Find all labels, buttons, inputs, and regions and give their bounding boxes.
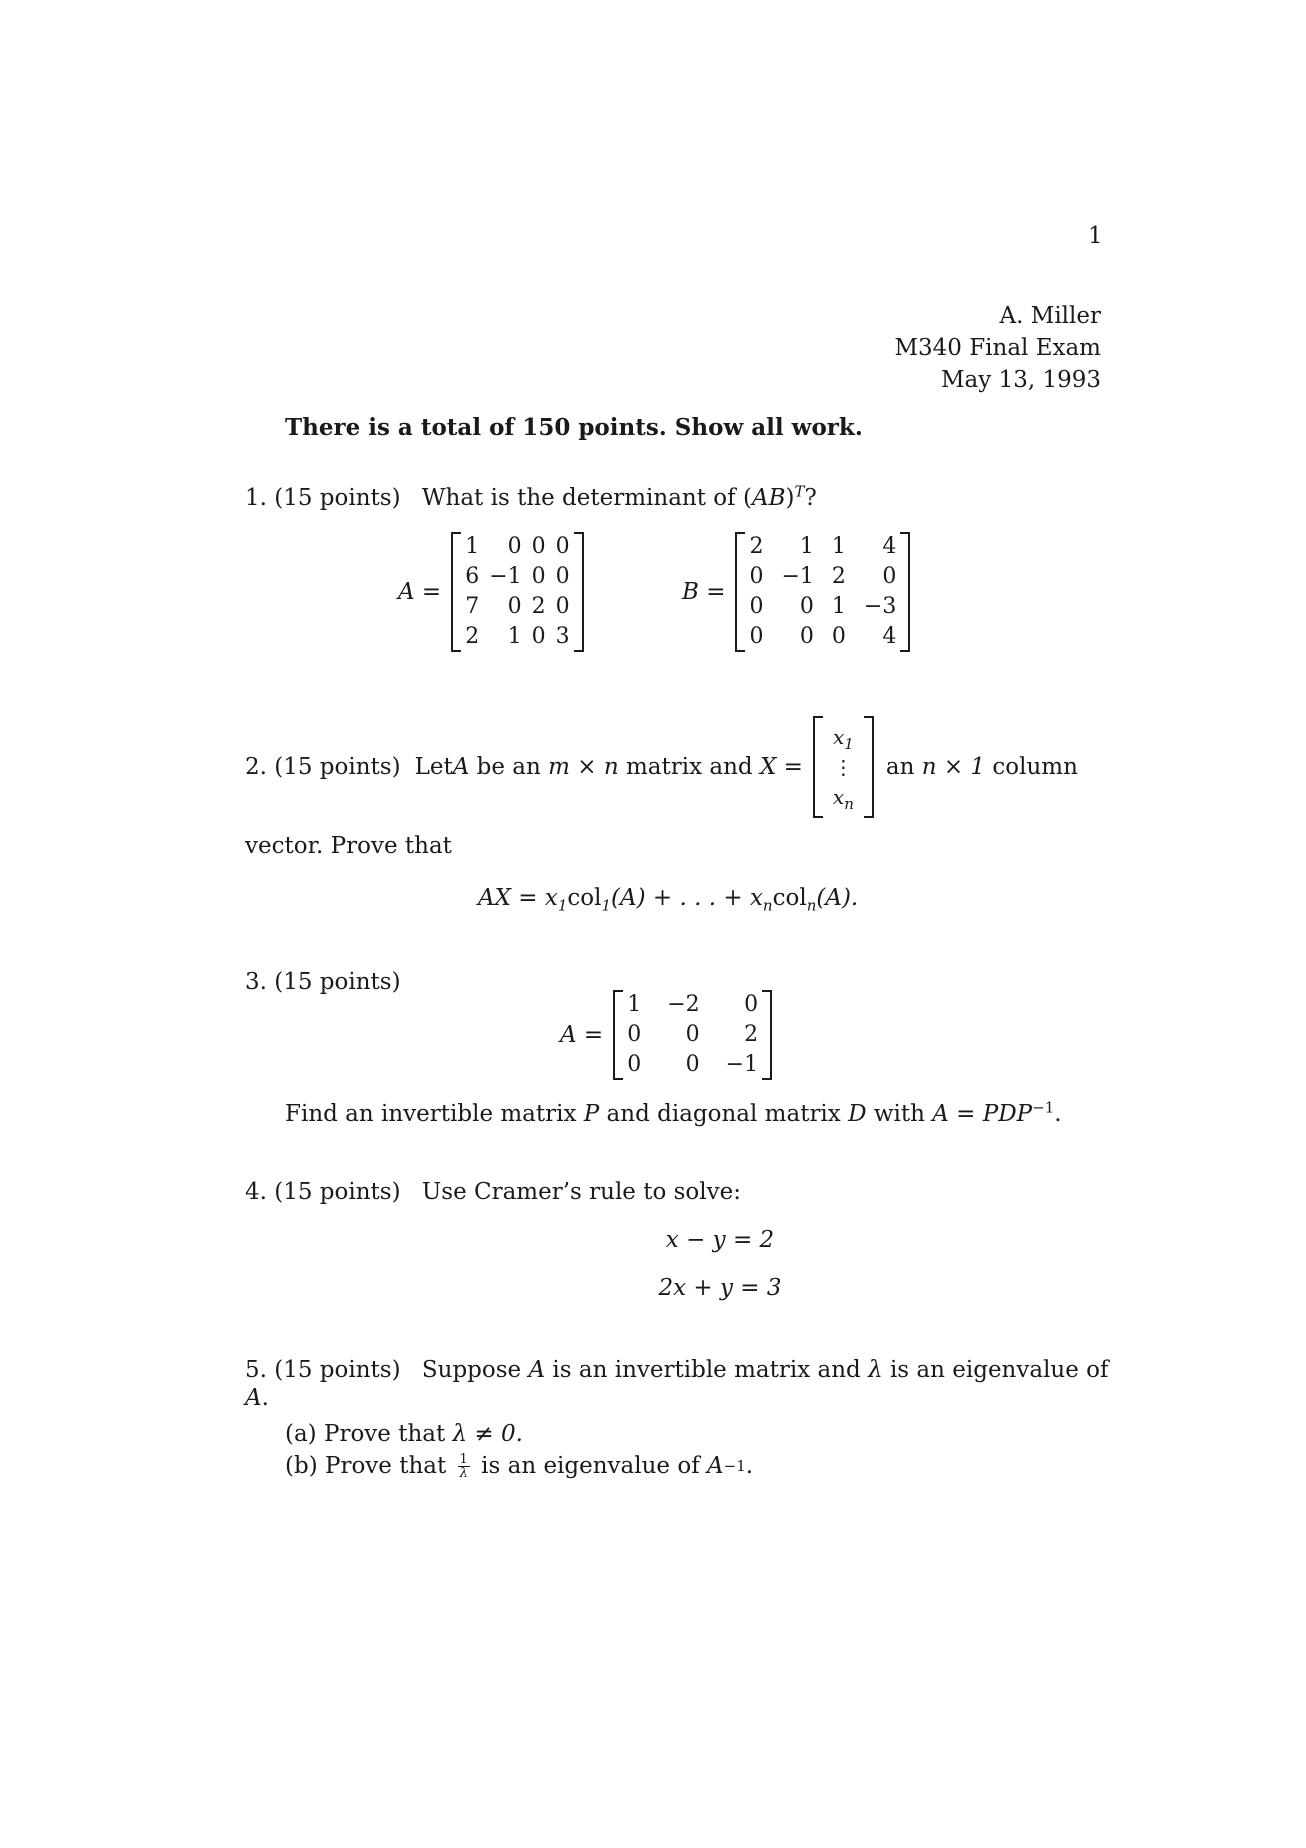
matrix-a-cell-0-0: 1 [465, 534, 480, 559]
matrix-b-cell-3-0: 0 [749, 624, 764, 649]
var-a-inverse: A [707, 1453, 724, 1479]
transpose-sup: T [794, 482, 805, 501]
diagonalization-formula: A = PDP [932, 1101, 1033, 1127]
equation-system [560, 1226, 880, 1302]
question-3-lead: 3. (15 points) [245, 969, 401, 995]
matrix-q3 [613, 990, 772, 1080]
matrix-b [735, 532, 910, 652]
matrix-b-cell-3-2: 0 [831, 624, 846, 649]
linear-combination-formula [478, 884, 859, 915]
matrix-b-cell-2-2: 1 [831, 594, 846, 619]
fraction-numerator: 1 [459, 1451, 468, 1467]
var-a: A [452, 754, 470, 780]
matrix-q3-cell-1-1: 0 [685, 1022, 700, 1047]
question-3-text-b: and diagonal matrix [599, 1101, 849, 1127]
matrix-a-cell-1-1: −1 [489, 564, 522, 589]
matrix-a-cell-2-2: 2 [531, 594, 546, 619]
fraction-denominator: λ [459, 1465, 468, 1481]
fraction-one-over-lambda [458, 1453, 470, 1480]
question-3-period: . [1054, 1101, 1062, 1127]
matrix-q3-cell-2-0: 0 [627, 1052, 642, 1077]
var-a-q5: A [528, 1357, 546, 1383]
formula-part-c: (A) + . . . + x [611, 885, 763, 911]
matrix-q3-group [560, 990, 772, 1080]
inverse-sup: −1 [1032, 1098, 1055, 1117]
question-5-part-a [285, 1420, 523, 1448]
var-m-by-n: m × n [548, 754, 619, 780]
question-5 [245, 1356, 1109, 1384]
formula-col-1: col [567, 885, 602, 911]
matrix-q3-cell-1-2: 2 [744, 1022, 759, 1047]
question-4 [245, 1178, 741, 1206]
exam-date: May 13, 1993 [941, 367, 1101, 393]
matrix-a-cell-0-3: 0 [555, 534, 570, 559]
matrix-a [451, 532, 583, 652]
question-5-text-b: is an invertible matrix and [545, 1357, 869, 1383]
vector-vdots: ⋮ [833, 755, 854, 779]
vector-entry-xn: x [832, 785, 845, 809]
formula-part-e: (A). [816, 885, 859, 911]
vector-sub-1: 1 [844, 735, 854, 753]
question-3-text [285, 1100, 1062, 1128]
matrix-b-cell-0-1: 1 [799, 534, 814, 559]
matrix-a-cell-2-3: 0 [555, 594, 570, 619]
formula-col-n: col [772, 885, 807, 911]
matrix-b-cell-0-0: 2 [749, 534, 764, 559]
question-2-text: Let [414, 754, 453, 780]
var-p: P [583, 1101, 600, 1127]
part-a-label: (a) Prove that [285, 1421, 453, 1447]
vector-entry-x1: x [832, 725, 845, 749]
matrix-q3-cell-0-0: 1 [627, 992, 642, 1017]
question-1 [245, 484, 817, 512]
question-4-text: Use Cramer’s rule to solve: [421, 1179, 741, 1205]
matrix-q3-cell-2-1: 0 [685, 1052, 700, 1077]
question-1-paren: ) [785, 485, 795, 511]
question-2-text-b: be an [469, 754, 549, 780]
question-5-period: . [261, 1385, 269, 1411]
question-1-qmark: ? [804, 485, 817, 511]
part-b-text: is an eigenvalue of [473, 1453, 708, 1479]
var-x: X [759, 754, 777, 780]
question-2-lead: 2. (15 points) [245, 754, 401, 780]
matrix-b-cell-3-3: 4 [882, 624, 897, 649]
formula-sub-3: n [762, 896, 773, 915]
var-a-q5-wrap: A [245, 1385, 262, 1411]
part-a-formula: λ ≠ 0. [452, 1421, 523, 1447]
column-vector-x [813, 716, 874, 818]
question-2-text-c: matrix and [618, 754, 760, 780]
question-2 [245, 716, 1078, 818]
matrix-b-group [682, 532, 910, 652]
matrix-a-label: A = [398, 579, 442, 605]
part-b-label: (b) Prove that [285, 1453, 454, 1479]
question-3-text-c: with [866, 1101, 933, 1127]
question-5-text-a: Suppose [421, 1357, 529, 1383]
course-title: M340 Final Exam [894, 335, 1101, 361]
formula-part-a: AX = x [478, 885, 558, 911]
matrix-b-cell-0-3: 4 [882, 534, 897, 559]
matrix-a-group [398, 532, 584, 652]
matrix-q3-cell-0-2: 0 [744, 992, 759, 1017]
var-d: D [848, 1101, 867, 1127]
matrix-q3-cell-1-0: 0 [627, 1022, 642, 1047]
question-2-continuation: vector. Prove that [245, 833, 452, 859]
part-b-period: . [745, 1453, 754, 1479]
question-3-text-a: Find an invertible matrix [285, 1101, 584, 1127]
exam-instructions: There is a total of 150 points. Show all work. [285, 414, 863, 441]
matrix-q3-cell-0-1: −2 [667, 992, 700, 1017]
matrix-a-cell-0-1: 0 [507, 534, 522, 559]
question-2-text-e: column [985, 754, 1078, 780]
matrix-b-label: B = [682, 579, 726, 605]
formula-sub-1: 1 [557, 896, 568, 915]
vector-sub-n: n [844, 795, 854, 813]
matrix-a-cell-1-3: 0 [555, 564, 570, 589]
equation-2: 2x + y = 3 [658, 1275, 782, 1301]
formula-sub-4: n [806, 896, 817, 915]
matrix-a-cell-3-1: 1 [507, 624, 522, 649]
equals-sign: = [776, 754, 803, 780]
var-ab: AB [751, 485, 786, 511]
var-lambda: λ [868, 1357, 883, 1383]
question-5-lead: 5. (15 points) [245, 1357, 401, 1383]
matrix-b-cell-2-1: 0 [799, 594, 814, 619]
matrix-a-cell-0-2: 0 [531, 534, 546, 559]
formula-sub-2: 1 [601, 896, 612, 915]
var-n-by-1: n × 1 [921, 754, 986, 780]
author: A. Miller [999, 303, 1101, 329]
page-number: 1 [1088, 223, 1103, 249]
matrix-q3-label: A = [560, 1022, 604, 1048]
question-4-lead: 4. (15 points) [245, 1179, 401, 1205]
question-5-part-b: (b) Prove that $\frac{1}{\lambda}$ is an eigenvalue of A −1 . [285, 1451, 754, 1481]
matrix-b-cell-3-1: 0 [799, 624, 814, 649]
question-1-text: What is the determinant of ( [421, 485, 752, 511]
matrix-a-cell-3-0: 2 [465, 624, 480, 649]
matrix-b-cell-2-0: 0 [749, 594, 764, 619]
header-block [894, 302, 1101, 394]
equation-1: x − y = 2 [665, 1227, 775, 1253]
matrix-a-cell-1-2: 0 [531, 564, 546, 589]
matrix-b-cell-1-0: 0 [749, 564, 764, 589]
matrix-q3-cell-2-2: −1 [725, 1052, 759, 1077]
matrix-b-cell-1-1: −1 [781, 564, 814, 589]
matrix-b-cell-0-2: 1 [831, 534, 846, 559]
matrix-a-cell-2-1: 0 [507, 594, 522, 619]
matrix-b-cell-1-3: 0 [882, 564, 897, 589]
matrix-a-cell-1-0: 6 [465, 564, 480, 589]
question-2-text-d: an [885, 754, 922, 780]
question-5-continuation [245, 1384, 269, 1412]
matrix-b-cell-2-3: −3 [863, 594, 897, 619]
question-1-lead: 1. (15 points) [245, 485, 401, 511]
question-5-text-c: is an eigenvalue of [882, 1357, 1109, 1383]
matrix-a-cell-3-3: 3 [555, 624, 570, 649]
matrix-a-cell-3-2: 0 [531, 624, 546, 649]
matrix-b-cell-1-2: 2 [831, 564, 846, 589]
matrix-a-cell-2-0: 7 [465, 594, 480, 619]
